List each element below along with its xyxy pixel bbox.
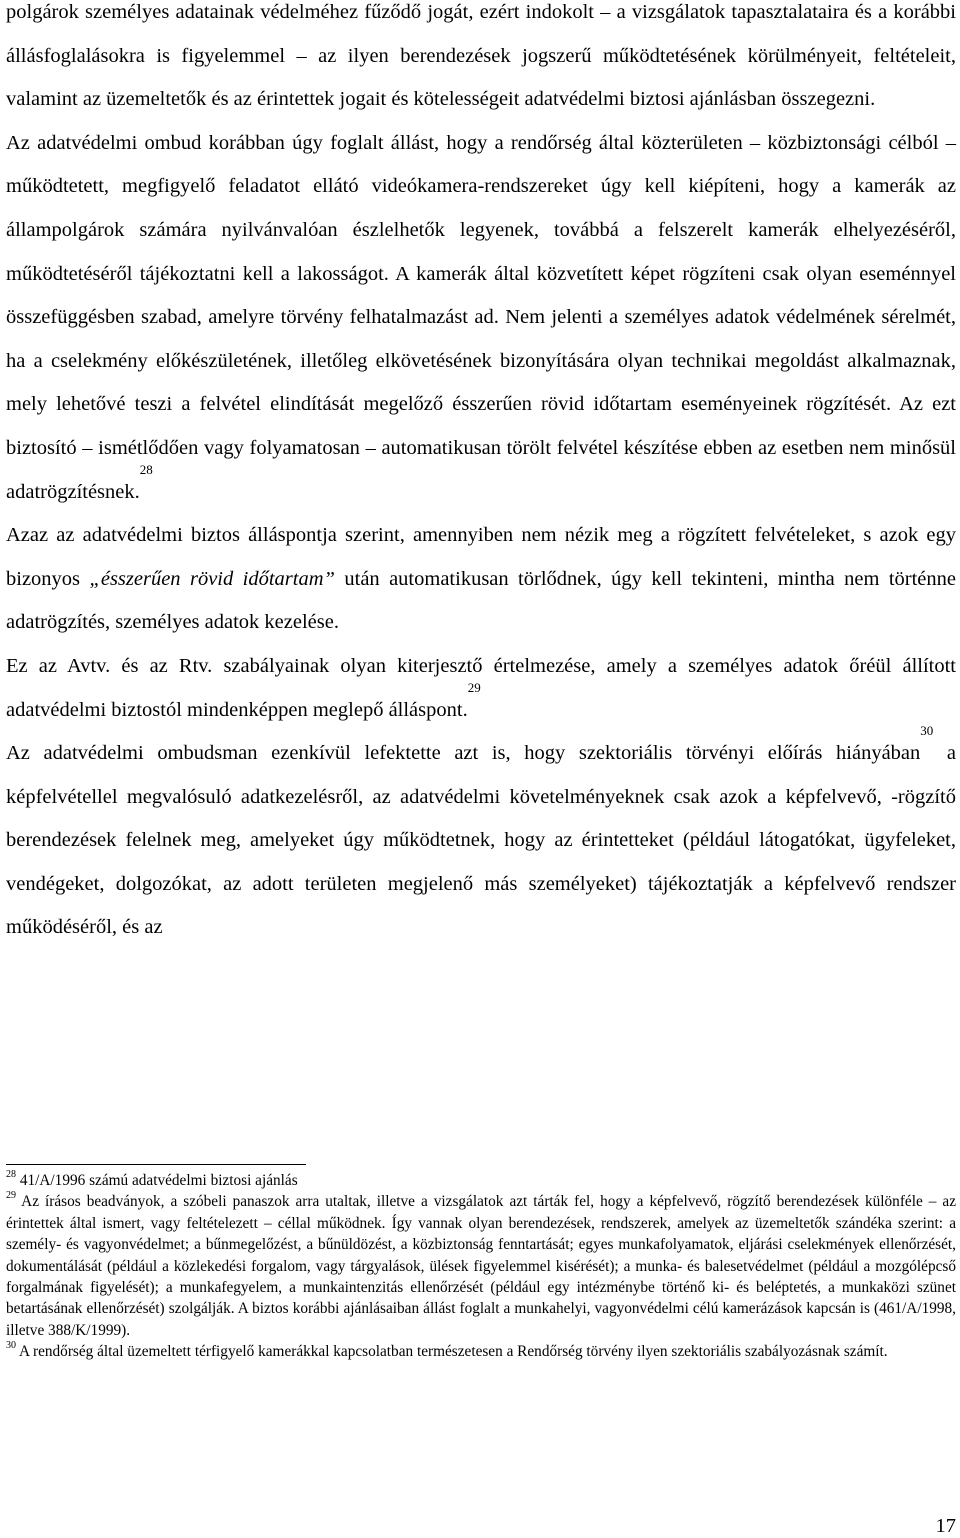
- paragraph-3-text-b: után automatikusan törlődnek, úgy kell tekinteni, mintha nem történne adatrögzítés, személyes adatok kezelése.: [6, 567, 956, 634]
- paragraph-4-text: Ez az Avtv. és az Rtv. szabályainak olyan kiterjesztő értelmezése, amely a személyes adatok őréül állított adatvédelmi biztostól mindenképpen meglepő álláspont.: [6, 654, 956, 721]
- paragraph-4: [6, 645, 956, 732]
- footnote-number-28: 28: [6, 1169, 16, 1180]
- document-body: [6, 0, 956, 950]
- footnote-text-28: 41/A/1996 számú adatvédelmi biztosi ajánlás: [16, 1172, 298, 1189]
- footnote-ref-30[interactable]: 30: [920, 723, 934, 739]
- paragraph-5-text-b: a képfelvétellel megvalósuló adatkezelésről, az adatvédelmi követelményeknek csak azok a képfelvevő, -rögzítő berendezések felelnek meg, amelyeket úgy működtetnek, hogy az érintetteket (például látogatókat, ügyfeleket, vendégeket, dolgozókat, az adott területen megjelenő más személyeket) tájékoztatják a képfelvevő rendszer működéséről, és az: [6, 742, 956, 939]
- paragraph-2-text: Az adatvédelmi ombud korábban úgy foglalt állást, hogy a rendőrség által közterületen – közbiztonsági célból – működtetett, megfigyelő feladatot ellátó videókamera-rendszereket úgy kell kiépíteni, hogy a kamerák az állampolgárok számára nyilvánvalóan észlelhetők legyenek, továbbá a felszerelt kamerák elhelyezéséről, működtetéséről tájékoztatni kell a lakosságot. A kamerák által közvetített képet rögzíteni csak olyan eseménnyel összefüggésben szabad, amelyre törvény felhatalmazást ad. Nem jelenti a személyes adatok védelmének sérelmét, ha a cselekmény előkészületének, illetőleg elkövetésének bizonyítására olyan technikai megoldást alkalmaznak, mely lehetővé teszi a felvétel elindítását megelőző ésszerűen rövid időtartam eseményeinek rögzítését. Az ezt biztosító – ismétlődően vagy folyamatosan – automatikusan törölt felvétel készítése ebben az esetben nem minősül adatrögzítésnek.: [6, 131, 956, 503]
- paragraph-5: [6, 723, 956, 950]
- footnote-ref-28[interactable]: 28: [139, 461, 153, 477]
- page-number: 17: [935, 1515, 956, 1537]
- footnote-number-30: 30: [6, 1340, 16, 1352]
- paragraph-5-text-a: Az adatvédelmi ombudsman ezenkívül lefektette azt is, hogy szektoriális törvényi előírás hiányában: [6, 742, 921, 765]
- footnote-ref-29[interactable]: 29: [467, 679, 481, 695]
- footnote-29: [6, 1191, 956, 1341]
- paragraph-1: polgárok személyes adatainak védelméhez fűződő jogát, ezért indokolt – a vizsgálatok tapasztalataira és a korábbi állásfoglalásokra is figyelemmel – az ilyen berendezések jogszerű működtetésének körülményeit, feltételeit, valamint az üzemeltetők és az érintettek jogait és kötelességeit adatvédelmi biztosi ajánlásban összegezni.: [6, 1, 956, 111]
- footnote-separator: [6, 1164, 306, 1165]
- footnote-number-29: 29: [6, 1190, 16, 1202]
- paragraph-2: [6, 122, 956, 514]
- paragraph-3-text-a: Azaz az adatvédelmi biztos álláspontja szerint, amennyiben nem nézik meg a rögzített felvételeket, s azok egy bizonyos: [6, 524, 956, 590]
- footnote-text-30: A rendőrség által üzemeltett térfigyelő kamerákkal kapcsolatban természetesen a Rendőrség törvény ilyen szektoriális szabályozásnak számít.: [16, 1343, 888, 1361]
- paragraph-3: [6, 514, 956, 645]
- footnote-text-29: Az írásos beadványok, a szóbeli panaszok arra utaltak, illetve a vizsgálatok azt tárták fel, hogy a képfelvevő, rögzítő berendezések különféle – az érintettek által ismert, vagy feltételezett – céllal működnek. Így vannak olyan berendezések, rendszerek, amelyek az üzemeltetők szándéka szerint: a személy- és vagyonvédelmet; a bűnmegelőzést, a bűnüldözést, a közbiztonság fenntartását; egyes munkafolyamatok, eljárási cselekmények ellenőrzését, dokumentálását (például a közlekedési forgalom, vagy tárgyalások, ülések figyelemmel kisérését); a munka- és balesetvédelmet (például a mozgólépcső forgalmának figyelését); a munkafegyelem, a munkaintenzitás ellenőrzését (például egy intézménybe történő ki- és beléptetés, a munkaközi szünet betartásának ellenőrzését) szolgálják. A biztos korábbi ajánlásaiban állást foglalt a munkahelyi, vagyonvédelmi célú kamerázások kapcsán is (461/A/1998, illetve 388/K/1999).: [6, 1193, 956, 1339]
- paragraph-3-emphasis: „ésszerűen rövid időtartam”: [89, 567, 335, 590]
- footnotes: [6, 1170, 956, 1363]
- footnote-28: [6, 1170, 956, 1191]
- footnote-30: [6, 1341, 956, 1362]
